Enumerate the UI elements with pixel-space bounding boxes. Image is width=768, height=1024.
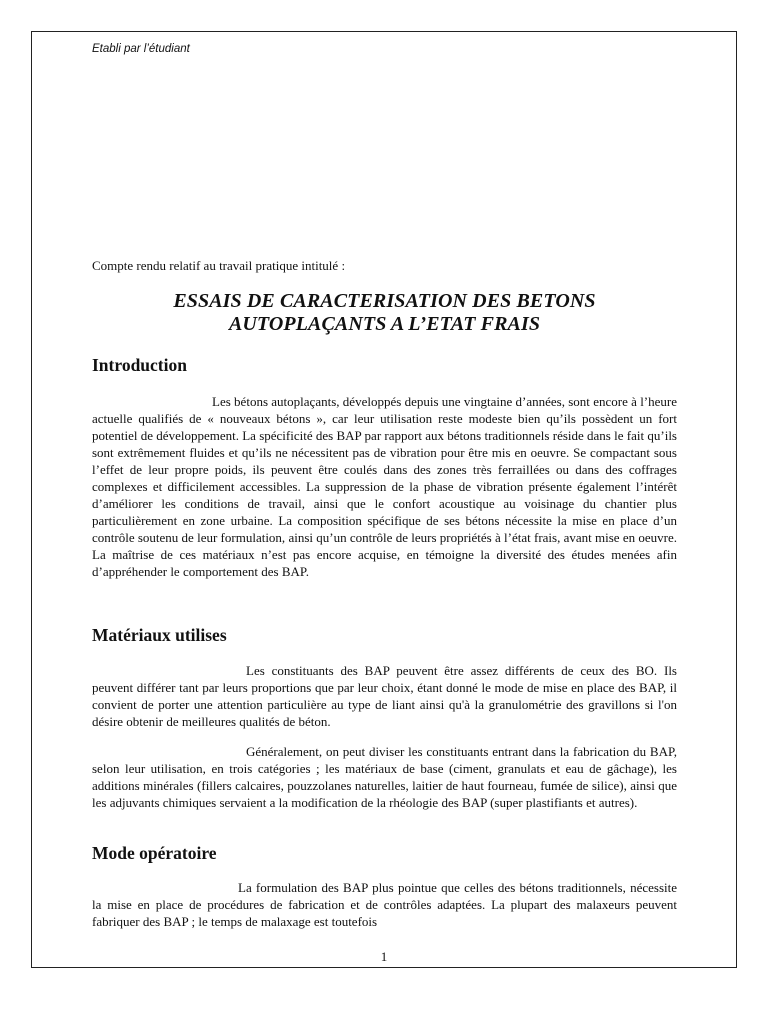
- heading-mode-operatoire: Mode opératoire: [92, 843, 217, 863]
- title-line-1: ESSAIS DE CARACTERISATION DES BETONS: [173, 290, 596, 312]
- heading-introduction: Introduction: [92, 355, 187, 375]
- header-note: Etabli par l’étudiant: [92, 43, 190, 55]
- paragraph-mode-operatoire: La formulation des BAP plus pointue que celles des bétons traditionnels, nécessite la mise en place de procédures de fabrication et de contrôles adaptées. La plupart des malaxeurs peuvent fabriquer des BAP ; le temps de malaxage est toutefois: [92, 880, 677, 929]
- intro-line: Compte rendu relatif au travail pratique intitulé :: [92, 258, 346, 273]
- page-number: 1: [380, 949, 388, 964]
- heading-materiaux: Matériaux utilises: [92, 625, 227, 645]
- title-line-2: AUTOPLAÇANTS A L’ETAT FRAIS: [228, 313, 541, 335]
- paragraph-introduction: Les bétons autoplaçants, développés depuis une vingtaine d’années, sont encore à l’heure actuelle qualifiés de « nouveaux bétons », car leur utilisation reste modeste bien qu’ils possèdent un fort potentiel de développement. La spécificité des BAP par rapport aux bétons traditionnels réside dans le fait qu’ils sont extrêmement fluides et qu’ils ne nécessitent pas de vibration pour être mis en oeuvre. Se compactant sous l’effet de leur propre poids, ils peuvent être coulés dans des zones très ferraillées ou dans des coffrages complexes et difficilement accessibles. La suppression de la phase de vibration présente également l’intérêt d’améliorer les conditions de travail, ainsi que le confort acoustique au voisinage du chantier plus particulièrement en zone urbaine. La composition spécifique de ses bétons nécessite la mise en place d’un contrôle soutenu de leur formulation, ainsi qu’un contrôle de leurs propriétés à l’état frais, avant mise en oeuvre. La maîtrise de ces matériaux n’est pas encore acquise, en témoigne la diversité des études menées afin d’appréhender le comportement des BAP.: [92, 394, 677, 579]
- paragraph-materiaux-1: Les constituants des BAP peuvent être assez différents de ceux des BO. Ils peuvent différer tant par leurs proportions que par leur choix, étant donné le mode de mise en place des BAP, il convient de porter une attention particulière au type de liant ainsi qu'à la granulométrie des gravillons si l'on désire obtenir de meilleures qualités de béton.: [92, 663, 677, 729]
- document-title: [92, 290, 677, 336]
- paragraph-materiaux-2: Généralement, on peut diviser les constituants entrant dans la fabrication du BAP, selon leur utilisation, en trois catégories ; les matériaux de base (ciment, granulats et eau de gâchage), les additions minérales (fillers calcaires, pouzzolanes naturelles, laitier de haut fourneau, fumée de silice), ainsi que les adjuvants chimiques servaient a la modification de la rhéologie des BAP (super plastifiants et autres).: [92, 744, 677, 810]
